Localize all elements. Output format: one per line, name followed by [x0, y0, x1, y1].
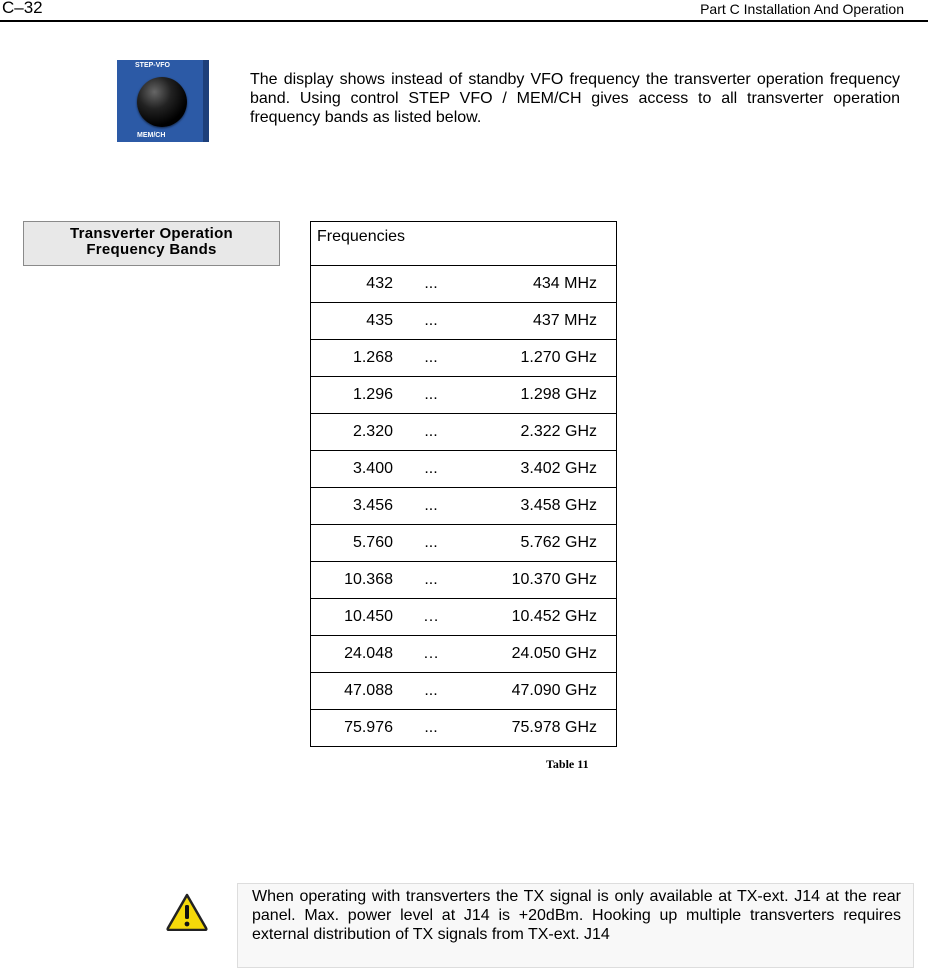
freq-high: 1.270 GHz	[520, 349, 597, 366]
table-caption: Table 11	[546, 757, 589, 771]
table-row	[311, 414, 617, 451]
knob-icon	[137, 77, 187, 127]
freq-low: 2.320	[352, 423, 393, 440]
freq-high: 3.458 GHz	[520, 497, 597, 514]
freq-low: 10.368	[344, 571, 393, 588]
freq-separator: ...	[424, 460, 438, 477]
freq-low: 24.048	[344, 645, 393, 662]
section-label	[23, 221, 280, 266]
table-cell	[311, 525, 617, 562]
freq-high: 24.050 GHz	[511, 645, 597, 662]
table-row	[311, 266, 617, 303]
knob-label-top: STEP-VFO	[135, 62, 171, 69]
page-number: C–32	[2, 0, 43, 17]
freq-separator: ...	[424, 682, 438, 699]
section-title: Part C Installation And Operation	[700, 1, 904, 17]
freq-low: 3.456	[352, 497, 393, 514]
freq-high: 2.322 GHz	[520, 423, 597, 440]
freq-high: 75.978 GHz	[511, 719, 597, 736]
freq-separator: ...	[424, 534, 438, 551]
table-row	[311, 377, 617, 414]
freq-low: 432	[366, 275, 393, 292]
table-cell	[311, 340, 617, 377]
table-cell	[311, 636, 617, 673]
freq-low: 435	[366, 312, 393, 329]
table-row	[311, 599, 617, 636]
freq-high: 5.762 GHz	[520, 534, 597, 551]
table-row	[311, 303, 617, 340]
panel-edge	[203, 60, 209, 142]
knob-label-bottom: MEM/CH	[137, 132, 166, 139]
freq-separator: …	[423, 608, 439, 625]
table-row	[311, 525, 617, 562]
freq-high: 10.370 GHz	[511, 571, 597, 588]
table-header: Frequencies	[311, 222, 617, 266]
section-label-line1: Transverter Operation	[69, 225, 234, 242]
freq-low: 3.400	[352, 460, 393, 477]
warning-note: When operating with transverters the TX signal is only available at TX-ext. J14 at the rear panel. Max. power level at J14 is +20dBm. Hooking up multiple transverters requires external distribution of TX signals from TX-ext. J14	[237, 883, 914, 968]
table-row	[311, 710, 617, 747]
table-cell	[311, 488, 617, 525]
table-cell	[311, 673, 617, 710]
table-cell	[311, 710, 617, 747]
freq-separator: ...	[424, 349, 438, 366]
table-cell	[311, 414, 617, 451]
freq-separator: ...	[424, 571, 438, 588]
freq-separator: …	[423, 645, 439, 662]
freq-low: 75.976	[344, 719, 393, 736]
freq-separator: ...	[424, 719, 438, 736]
table-cell	[311, 451, 617, 488]
table-row	[311, 488, 617, 525]
section-label-line2: Frequency Bands	[86, 241, 217, 258]
table-row	[311, 673, 617, 710]
header-rule	[0, 20, 928, 22]
freq-high: 10.452 GHz	[511, 608, 597, 625]
freq-high: 3.402 GHz	[520, 460, 597, 477]
freq-low: 1.268	[352, 349, 393, 366]
freq-low: 10.450	[344, 608, 393, 625]
table-cell	[311, 303, 617, 340]
table-row	[311, 636, 617, 673]
table-cell	[311, 377, 617, 414]
intro-paragraph: The display shows instead of standby VFO frequency the transverter operation frequency band. Using control STEP VFO / MEM/CH gives access to all transverter operation frequency bands as listed below.	[250, 71, 900, 126]
table-row	[311, 340, 617, 377]
freq-separator: ...	[424, 275, 438, 292]
freq-separator: ...	[424, 312, 438, 329]
step-vfo-knob-image	[117, 60, 209, 142]
freq-low: 5.760	[352, 534, 393, 551]
freq-low: 47.088	[344, 682, 393, 699]
freq-separator: ...	[424, 386, 438, 403]
freq-low: 1.296	[352, 386, 393, 403]
freq-separator: ...	[424, 497, 438, 514]
freq-high: 47.090 GHz	[511, 682, 597, 699]
table-cell	[311, 599, 617, 636]
table-row	[311, 451, 617, 488]
table-header-row	[311, 222, 617, 266]
table-row	[311, 562, 617, 599]
freq-separator: ...	[424, 423, 438, 440]
warning-triangle-icon	[166, 893, 208, 931]
table-cell	[311, 562, 617, 599]
freq-high: 1.298 GHz	[520, 386, 597, 403]
freq-high: 437 MHz	[532, 312, 597, 329]
table-cell	[311, 266, 617, 303]
frequency-table	[310, 221, 617, 747]
freq-high: 434 MHz	[532, 275, 597, 292]
